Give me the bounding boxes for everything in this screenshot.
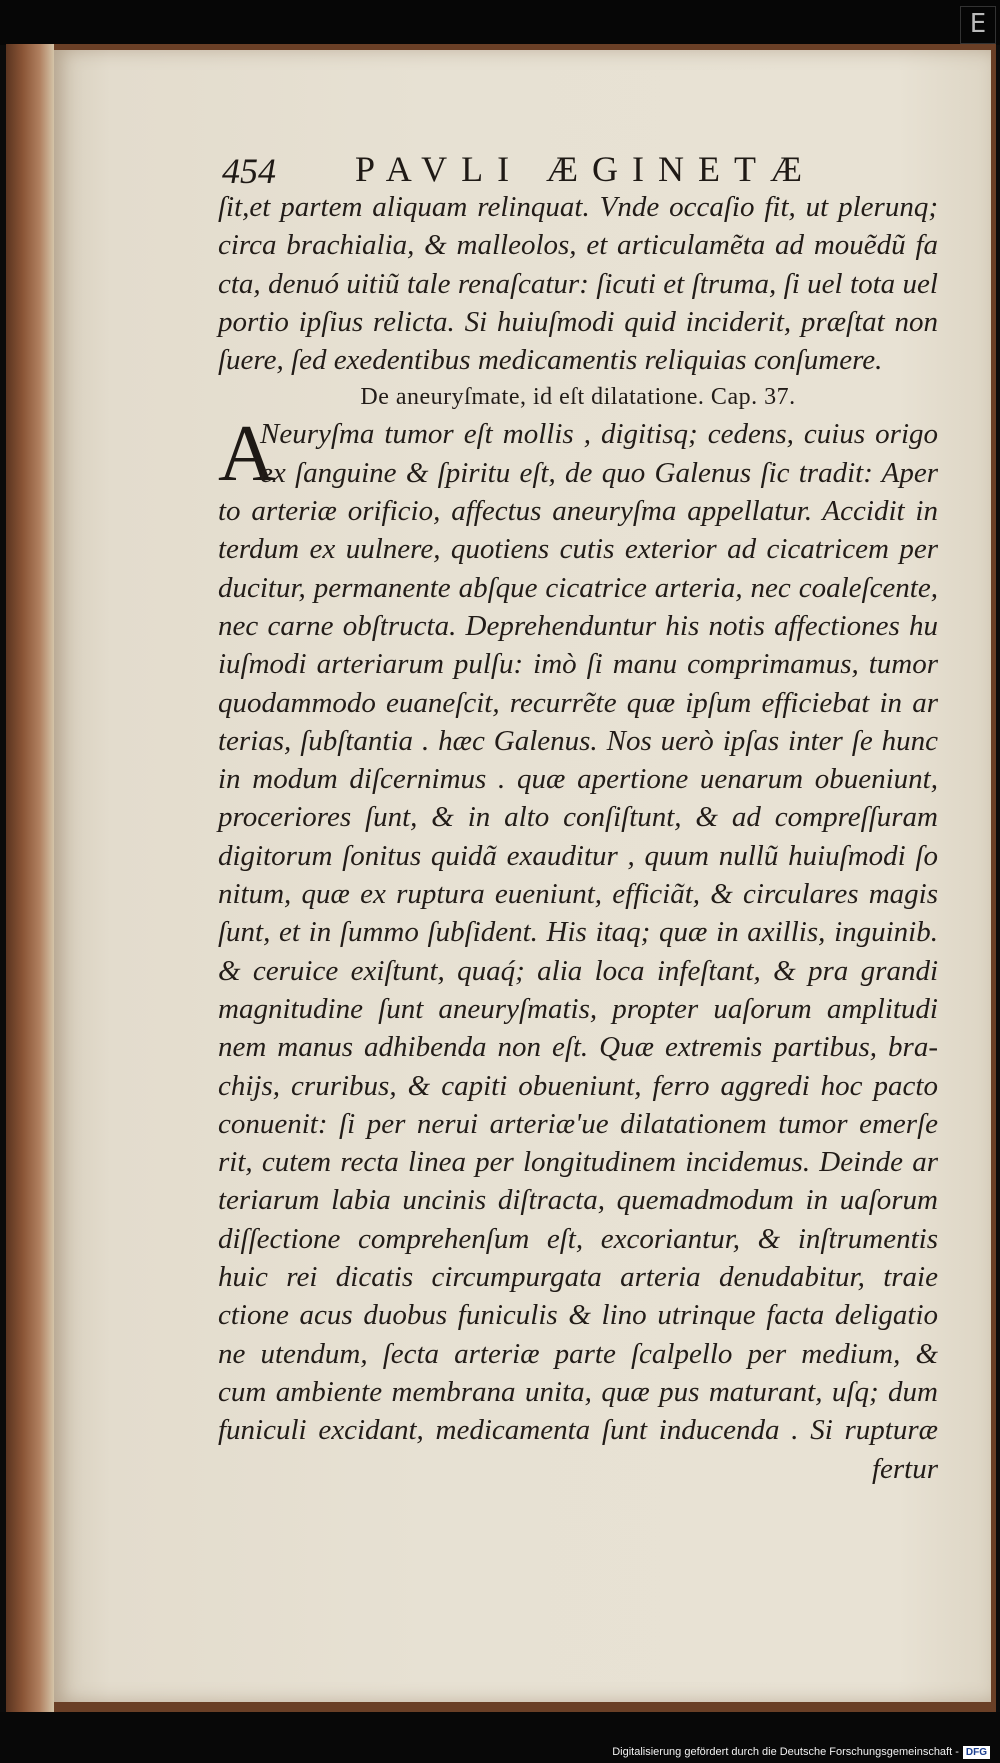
running-title: PAVLI ÆGINETÆ — [355, 149, 817, 189]
text-line: magnitudine ſunt aneuryſmatis, propter uaſorum amplitudi — [218, 992, 938, 1025]
text-line: ſuere, ſed exedentibus medicamentis reliquias conſumere. — [218, 344, 883, 377]
text-line: nitum, quæ ex ruptura eueniunt, efficiãt, & circulares magis — [218, 878, 938, 911]
text-line: terias, ſubſtantia . hæc Galenus. Nos uerò ipſas inter ſe hunc — [218, 724, 938, 757]
text-after — [218, 492, 938, 1449]
chapter-opening — [218, 415, 938, 492]
text-line: teriarum labia uncinis diſtracta, quemadmodum in uaſorum — [218, 1184, 938, 1217]
text-line: terdum ex uulnere, quotiens cutis exterior ad cicatricem per — [218, 533, 938, 566]
text-line: ex ſanguine & ſpiritu eſt, de quo Galenus ſic tradit: Aper — [260, 456, 938, 489]
corner-mark: E — [960, 6, 996, 44]
text-line: huic rei dicatis circumpurgata arteria denudabitur, traie — [218, 1261, 938, 1294]
text-line: funiculi excidant, medicamenta ſunt inducenda . Si rupturæ — [218, 1414, 938, 1447]
text-line: cta, denuó uitiũ tale renaſcatur: ſicuti et ſtruma, ſi uel tota uel — [218, 267, 938, 300]
text-line: conuenit: ſi per nerui arteriæ'ue dilatationem tumor emerſe — [218, 1107, 938, 1140]
text-block — [218, 188, 938, 1488]
text-line: Neuryſma tumor eſt mollis , digitisq; cedens, cuius origo — [260, 418, 938, 451]
catchword: fertur — [871, 1452, 938, 1485]
text-line: iuſmodi arteriarum pulſu: imò ſi manu comprimamus, tumor — [218, 648, 938, 681]
text-before — [218, 188, 938, 379]
text-line: to arteriæ orificio, affectus aneuryſma appellatur. Accidit in — [218, 495, 938, 528]
text-line: chijs, cruribus, & capiti obueniunt, ferro aggredi hoc pacto — [218, 1069, 938, 1102]
credit-text: Digitalisierung gefördert durch die Deutsche Forschungsgemeinschaft - — [612, 1746, 959, 1758]
top-bar — [0, 0, 1000, 45]
text-line: portio ipſius relicta. Si huiuſmodi quid inciderit, præſtat non — [218, 305, 938, 338]
text-line: rit, cutem recta linea per longitudinem incidemus. Deinde ar — [218, 1146, 938, 1179]
text-line: nem manus adhibenda non eſt. Quæ extremis partibus, bra- — [218, 1031, 938, 1064]
footer-bar — [0, 1712, 1000, 1763]
text-line: digitorum ſonitus quidã exauditur , quum nullũ huiuſmodi ſo — [218, 839, 938, 872]
chapter-heading: De aneuryſmate, id eſt dilatatione. Cap. 37. — [360, 384, 796, 411]
page-number: 454 — [222, 151, 276, 191]
text-line: & ceruice exiſtunt, quaq́; alia loca infeſtant, & pra grandi — [218, 954, 938, 987]
text-line: cum ambiente membrana unita, quæ pus maturant, uſq; dum — [218, 1375, 938, 1408]
text-line: quodammodo euaneſcit, recurrẽte quæ ipſum efficiebat in ar — [218, 686, 938, 719]
text-line: ſunt, et in ſummo ſubſident. His itaq; quæ in axillis, inguinib. — [218, 916, 938, 949]
book-edge — [6, 44, 54, 1712]
text-line: circa brachialia, & malleolos, et articulamẽta ad mouẽdũ fa — [218, 229, 938, 262]
dfg-logo: DFG — [963, 1746, 990, 1759]
text-line: in modum diſcernimus . quæ apertione uenarum obueniunt, — [218, 763, 938, 796]
text-line: ducitur, permanente abſque cicatrice arteria, nec coaleſcente, — [218, 571, 938, 604]
text-line: diſſectione comprehenſum eſt, excoriantur, & inſtrumentis — [218, 1222, 938, 1255]
text-line: ctione acus duobus funiculis & lino utrinque facta deligatio — [218, 1299, 938, 1332]
text-line: ne utendum, ſecta arteriæ parte ſcalpello per medium, & — [218, 1337, 938, 1370]
text-line: proceriores ſunt, & in alto conſiſtunt, & ad compreſſuram — [218, 801, 938, 834]
text-line: nec carne obſtructa. Deprehenduntur his notis affectiones hu — [218, 609, 938, 642]
drop-cap: A — [218, 415, 276, 493]
digitization-credit — [612, 1746, 990, 1759]
text-line: ſit,et partem aliquam relinquat. Vnde occaſio fit, ut plerunq; — [218, 191, 938, 223]
